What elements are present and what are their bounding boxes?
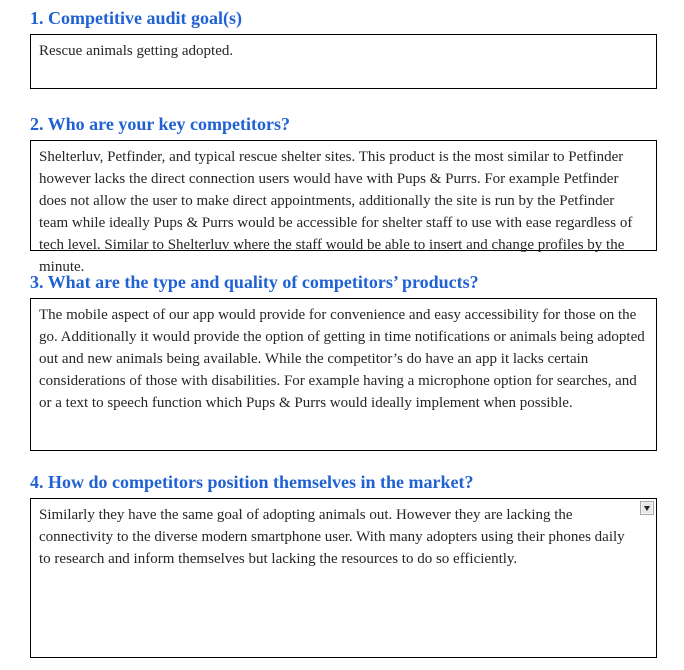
- section-heading: 4. How do competitors position themselves in the market?: [30, 472, 474, 492]
- answer-text: The mobile aspect of our app would provide for convenience and easy accessibility for those on the go. Additionally it would provide the option of getting in time notifications or animals being adopted out and new animals being available. While the competitor’s do have an app it lacks certain considerations of those with disabilities. For example having a microphone option for searches, and or a text to speech function which Pups & Purrs would ideally implement when possible.: [39, 307, 645, 411]
- answer-box-competitor-products[interactable]: [30, 298, 657, 451]
- section-audit-goals: [30, 8, 657, 89]
- answer-text: Shelterluv, Petfinder, and typical rescue shelter sites. This product is the most similar to Petfinder however lacks the direct connection users would have with Pups & Purrs. For example Petfinder does not allow the user to make direct appointments, additionally the site is run by the Petfinder team while ideally Pups & Purrs would be accessible for shelter staff to use with ease regardless of tech level. Similar to Shelterluv where the staff would be able to insert and change profiles by the minute.: [39, 149, 633, 275]
- section-heading: 3. What are the type and quality of competitors’ products?: [30, 272, 479, 292]
- section-heading: 1. Competitive audit goal(s): [30, 8, 242, 28]
- answer-text: Rescue animals getting adopted.: [39, 43, 234, 59]
- section-competitor-products: [30, 272, 657, 451]
- section-market-positioning: [30, 472, 657, 658]
- chevron-down-icon: [644, 506, 650, 511]
- dropdown-arrow-button[interactable]: [640, 501, 654, 515]
- section-key-competitors: [30, 114, 657, 275]
- section-heading: 2. Who are your key competitors?: [30, 114, 290, 134]
- answer-box-market-positioning[interactable]: [30, 498, 657, 658]
- answer-text: Similarly they have the same goal of adopting animals out. However they are lacking the connectivity to the diverse modern smartphone user. With many adopters using their phones daily to research and inform themselves but lacking the resources to do so efficiently.: [39, 507, 625, 567]
- answer-box-key-competitors[interactable]: [30, 140, 657, 275]
- answer-box-audit-goals[interactable]: [30, 34, 657, 89]
